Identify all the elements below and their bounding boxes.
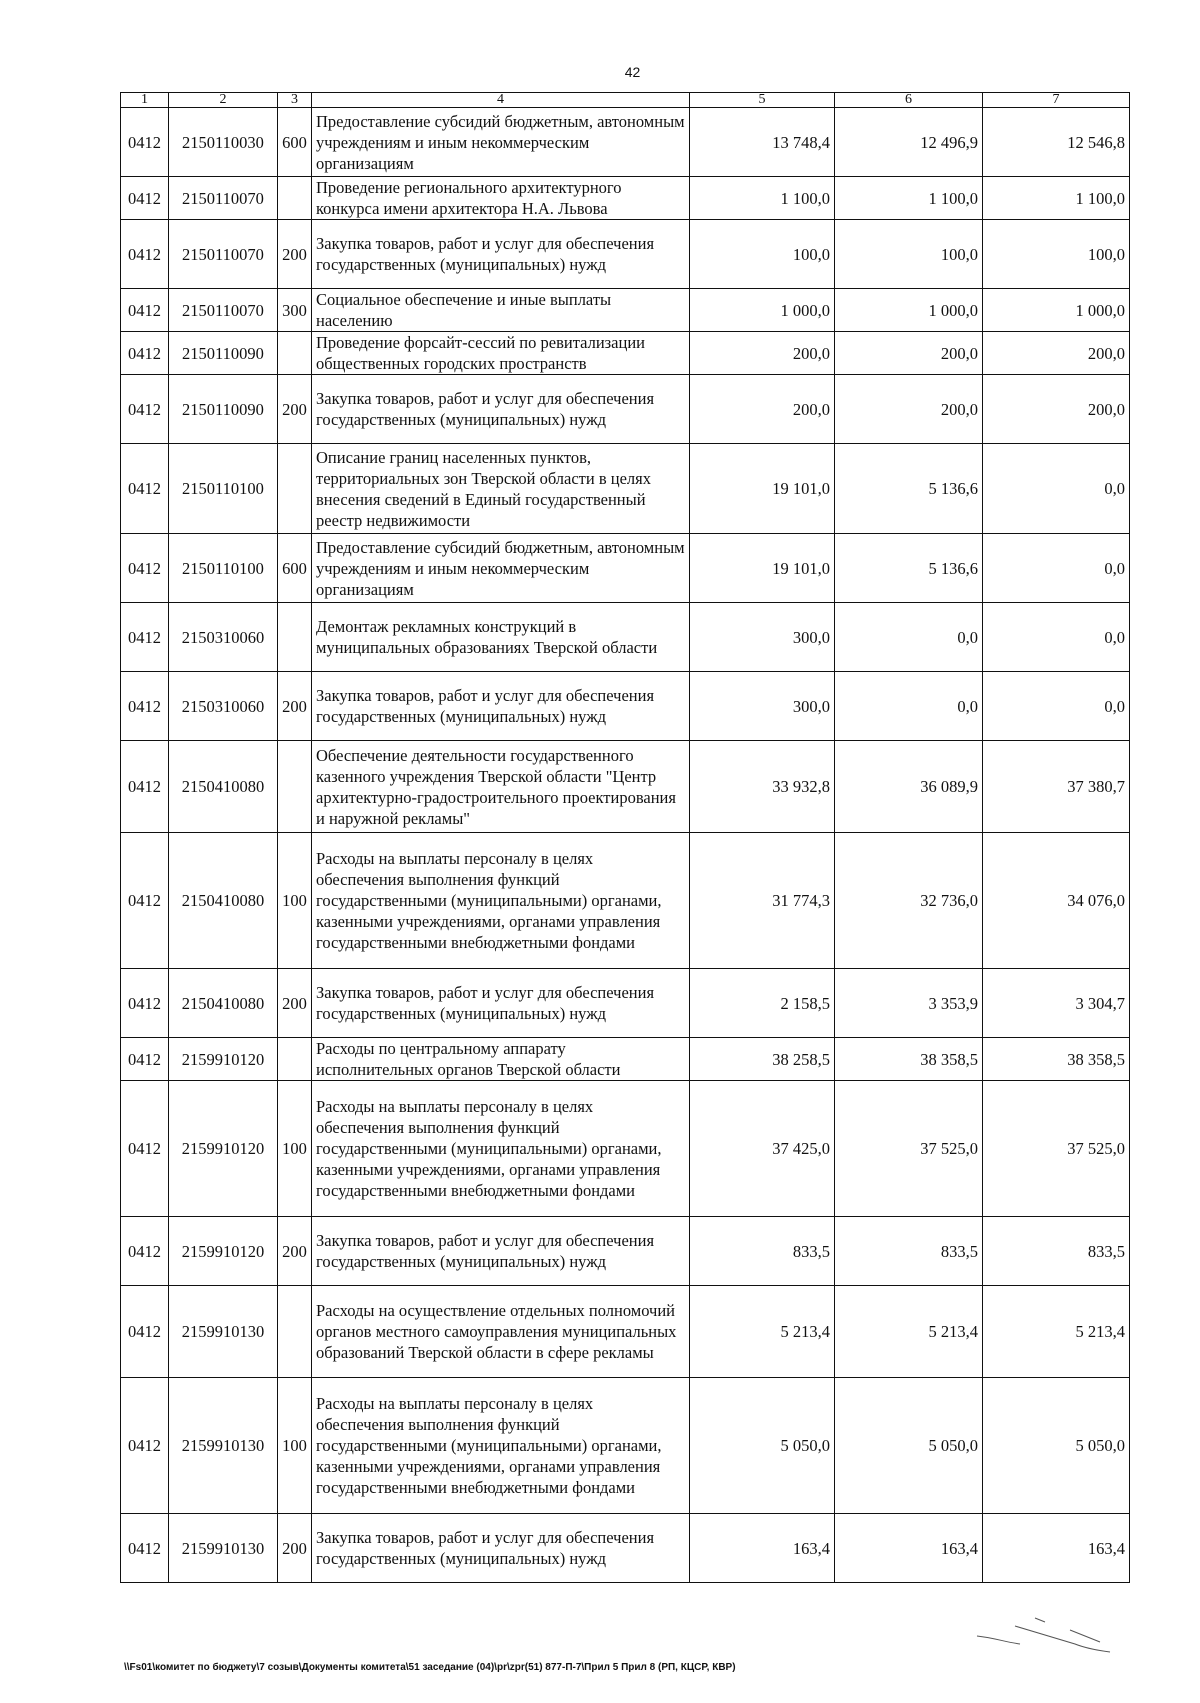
table-row <box>121 1286 1130 1378</box>
item-name-cell: Проведение форсайт-сессий по ревитализации общественных городских пространств <box>312 332 690 375</box>
amount-year3-cell: 0,0 <box>983 672 1130 741</box>
item-name-cell: Проведение регионального архитектурного конкурса имени архитектора Н.А. Львова <box>312 177 690 220</box>
amount-year1-cell: 5 050,0 <box>690 1378 835 1514</box>
item-name-cell: Расходы на выплаты персоналу в целях обеспечения выполнения функций государственными (муниципальными) органами, казенными учреждениями, органами управления государственными внебюджетными фондами <box>312 833 690 969</box>
expense-type-cell: 200 <box>278 375 312 444</box>
amount-year1-cell: 37 425,0 <box>690 1081 835 1217</box>
amount-year2-cell: 5 136,6 <box>835 444 983 534</box>
table-body <box>121 93 1130 1583</box>
expense-type-cell: 100 <box>278 1378 312 1514</box>
amount-year3-cell: 200,0 <box>983 332 1130 375</box>
expense-type-cell: 100 <box>278 1081 312 1217</box>
amount-year1-cell: 1 100,0 <box>690 177 835 220</box>
target-article-cell: 2159910120 <box>169 1217 278 1286</box>
expense-type-cell: 600 <box>278 108 312 177</box>
item-name-cell: Расходы на осуществление отдельных полномочий органов местного самоуправления муниципальных образований Тверской области в сфере рекламы <box>312 1286 690 1378</box>
table-row <box>121 1378 1130 1514</box>
section-code-cell: 0412 <box>121 289 169 332</box>
amount-year1-cell: 19 101,0 <box>690 444 835 534</box>
amount-year3-cell: 1 000,0 <box>983 289 1130 332</box>
budget-table <box>120 92 1130 1583</box>
target-article-cell: 2150410080 <box>169 969 278 1038</box>
amount-year1-cell: 1 000,0 <box>690 289 835 332</box>
item-name-cell: Предоставление субсидий бюджетным, автономным учреждениям и иным некоммерческим организациям <box>312 534 690 603</box>
section-code-cell: 0412 <box>121 332 169 375</box>
amount-year1-cell: 300,0 <box>690 603 835 672</box>
section-code-cell: 0412 <box>121 833 169 969</box>
table-row <box>121 177 1130 220</box>
file-path-footer: \\Fs01\комитет по бюджету\7 созыв\Документы комитета\51 заседание (04)\pr\zpr(51) 877-П-7\Прил 5 Прил 8 (РП, КЦСР, КВР) <box>124 1662 736 1673</box>
expense-type-cell: 200 <box>278 969 312 1038</box>
amount-year3-cell: 0,0 <box>983 603 1130 672</box>
item-name-cell: Предоставление субсидий бюджетным, автономным учреждениям и иным некоммерческим организациям <box>312 108 690 177</box>
amount-year2-cell: 5 213,4 <box>835 1286 983 1378</box>
amount-year2-cell: 200,0 <box>835 332 983 375</box>
amount-year3-cell: 5 213,4 <box>983 1286 1130 1378</box>
amount-year2-cell: 833,5 <box>835 1217 983 1286</box>
amount-year2-cell: 12 496,9 <box>835 108 983 177</box>
page-number: 42 <box>624 64 641 80</box>
amount-year1-cell: 200,0 <box>690 332 835 375</box>
amount-year1-cell: 163,4 <box>690 1514 835 1583</box>
amount-year2-cell: 36 089,9 <box>835 741 983 833</box>
amount-year1-cell: 19 101,0 <box>690 534 835 603</box>
item-name-cell: Социальное обеспечение и иные выплаты населению <box>312 289 690 332</box>
amount-year2-cell: 1 100,0 <box>835 177 983 220</box>
target-article-cell: 2159910130 <box>169 1378 278 1514</box>
amount-year3-cell: 833,5 <box>983 1217 1130 1286</box>
section-code-cell: 0412 <box>121 741 169 833</box>
item-name-cell: Закупка товаров, работ и услуг для обеспечения государственных (муниципальных) нужд <box>312 672 690 741</box>
signature-mark <box>975 1608 1125 1663</box>
amount-year2-cell: 37 525,0 <box>835 1081 983 1217</box>
amount-year3-cell: 38 358,5 <box>983 1038 1130 1081</box>
expense-type-cell: 300 <box>278 289 312 332</box>
section-code-cell: 0412 <box>121 1081 169 1217</box>
column-header: 6 <box>835 93 983 108</box>
amount-year3-cell: 100,0 <box>983 220 1130 289</box>
amount-year2-cell: 200,0 <box>835 375 983 444</box>
section-code-cell: 0412 <box>121 1038 169 1081</box>
expense-type-cell <box>278 444 312 534</box>
table-row <box>121 444 1130 534</box>
amount-year2-cell: 100,0 <box>835 220 983 289</box>
table-row <box>121 603 1130 672</box>
table-row <box>121 672 1130 741</box>
column-header: 1 <box>121 93 169 108</box>
item-name-cell: Расходы по центральному аппарату исполнительных органов Тверской области <box>312 1038 690 1081</box>
expense-type-cell: 200 <box>278 220 312 289</box>
target-article-cell: 2159910130 <box>169 1514 278 1583</box>
amount-year3-cell: 200,0 <box>983 375 1130 444</box>
section-code-cell: 0412 <box>121 220 169 289</box>
amount-year1-cell: 833,5 <box>690 1217 835 1286</box>
amount-year3-cell: 5 050,0 <box>983 1378 1130 1514</box>
item-name-cell: Закупка товаров, работ и услуг для обеспечения государственных (муниципальных) нужд <box>312 1217 690 1286</box>
amount-year2-cell: 38 358,5 <box>835 1038 983 1081</box>
amount-year1-cell: 33 932,8 <box>690 741 835 833</box>
table-row <box>121 534 1130 603</box>
section-code-cell: 0412 <box>121 108 169 177</box>
amount-year3-cell: 1 100,0 <box>983 177 1130 220</box>
expense-type-cell <box>278 741 312 833</box>
section-code-cell: 0412 <box>121 603 169 672</box>
item-name-cell: Закупка товаров, работ и услуг для обеспечения государственных (муниципальных) нужд <box>312 969 690 1038</box>
amount-year3-cell: 34 076,0 <box>983 833 1130 969</box>
amount-year2-cell: 163,4 <box>835 1514 983 1583</box>
target-article-cell: 2150110070 <box>169 220 278 289</box>
section-code-cell: 0412 <box>121 969 169 1038</box>
table-row <box>121 332 1130 375</box>
target-article-cell: 2159910120 <box>169 1081 278 1217</box>
item-name-cell: Расходы на выплаты персоналу в целях обеспечения выполнения функций государственными (муниципальными) органами, казенными учреждениями, органами управления государственными внебюджетными фондами <box>312 1081 690 1217</box>
target-article-cell: 2150410080 <box>169 833 278 969</box>
amount-year2-cell: 0,0 <box>835 672 983 741</box>
table-header-row <box>121 93 1130 108</box>
section-code-cell: 0412 <box>121 444 169 534</box>
item-name-cell: Закупка товаров, работ и услуг для обеспечения государственных (муниципальных) нужд <box>312 220 690 289</box>
expense-type-cell <box>278 1038 312 1081</box>
amount-year3-cell: 3 304,7 <box>983 969 1130 1038</box>
target-article-cell: 2150310060 <box>169 672 278 741</box>
amount-year2-cell: 1 000,0 <box>835 289 983 332</box>
table-row <box>121 220 1130 289</box>
expense-type-cell: 200 <box>278 1217 312 1286</box>
amount-year2-cell: 5 136,6 <box>835 534 983 603</box>
target-article-cell: 2150110070 <box>169 177 278 220</box>
amount-year1-cell: 13 748,4 <box>690 108 835 177</box>
expense-type-cell: 200 <box>278 1514 312 1583</box>
target-article-cell: 2150110100 <box>169 534 278 603</box>
amount-year3-cell: 37 525,0 <box>983 1081 1130 1217</box>
table-row <box>121 969 1130 1038</box>
target-article-cell: 2150110030 <box>169 108 278 177</box>
table-row <box>121 1038 1130 1081</box>
amount-year3-cell: 37 380,7 <box>983 741 1130 833</box>
item-name-cell: Обеспечение деятельности государственного казенного учреждения Тверской области "Центр архитектурно-градостроительного проектирования и наружной рекламы" <box>312 741 690 833</box>
amount-year2-cell: 32 736,0 <box>835 833 983 969</box>
table-row <box>121 375 1130 444</box>
target-article-cell: 2150410080 <box>169 741 278 833</box>
column-header: 3 <box>278 93 312 108</box>
amount-year2-cell: 3 353,9 <box>835 969 983 1038</box>
target-article-cell: 2150310060 <box>169 603 278 672</box>
amount-year1-cell: 100,0 <box>690 220 835 289</box>
expense-type-cell: 600 <box>278 534 312 603</box>
table-row <box>121 833 1130 969</box>
item-name-cell: Закупка товаров, работ и услуг для обеспечения государственных (муниципальных) нужд <box>312 375 690 444</box>
expense-type-cell <box>278 332 312 375</box>
expense-type-cell <box>278 177 312 220</box>
section-code-cell: 0412 <box>121 177 169 220</box>
table-row <box>121 741 1130 833</box>
item-name-cell: Описание границ населенных пунктов, территориальных зон Тверской области в целях внесения сведений в Единый государственный реестр недвижимости <box>312 444 690 534</box>
amount-year1-cell: 38 258,5 <box>690 1038 835 1081</box>
amount-year3-cell: 0,0 <box>983 534 1130 603</box>
target-article-cell: 2159910120 <box>169 1038 278 1081</box>
expense-type-cell <box>278 603 312 672</box>
amount-year1-cell: 200,0 <box>690 375 835 444</box>
section-code-cell: 0412 <box>121 375 169 444</box>
item-name-cell: Демонтаж рекламных конструкций в муниципальных образованиях Тверской области <box>312 603 690 672</box>
target-article-cell: 2159910130 <box>169 1286 278 1378</box>
section-code-cell: 0412 <box>121 1286 169 1378</box>
amount-year3-cell: 12 546,8 <box>983 108 1130 177</box>
section-code-cell: 0412 <box>121 1514 169 1583</box>
amount-year2-cell: 0,0 <box>835 603 983 672</box>
section-code-cell: 0412 <box>121 534 169 603</box>
target-article-cell: 2150110100 <box>169 444 278 534</box>
table-row <box>121 289 1130 332</box>
column-header: 2 <box>169 93 278 108</box>
amount-year3-cell: 163,4 <box>983 1514 1130 1583</box>
section-code-cell: 0412 <box>121 1217 169 1286</box>
section-code-cell: 0412 <box>121 672 169 741</box>
amount-year3-cell: 0,0 <box>983 444 1130 534</box>
column-header: 7 <box>983 93 1130 108</box>
amount-year1-cell: 300,0 <box>690 672 835 741</box>
expense-type-cell: 200 <box>278 672 312 741</box>
item-name-cell: Расходы на выплаты персоналу в целях обеспечения выполнения функций государственными (муниципальными) органами, казенными учреждениями, органами управления государственными внебюджетными фондами <box>312 1378 690 1514</box>
expense-type-cell: 100 <box>278 833 312 969</box>
amount-year1-cell: 31 774,3 <box>690 833 835 969</box>
column-header: 5 <box>690 93 835 108</box>
amount-year1-cell: 2 158,5 <box>690 969 835 1038</box>
target-article-cell: 2150110090 <box>169 375 278 444</box>
column-header: 4 <box>312 93 690 108</box>
item-name-cell: Закупка товаров, работ и услуг для обеспечения государственных (муниципальных) нужд <box>312 1514 690 1583</box>
table-row <box>121 1514 1130 1583</box>
amount-year2-cell: 5 050,0 <box>835 1378 983 1514</box>
expense-type-cell <box>278 1286 312 1378</box>
table-row <box>121 1081 1130 1217</box>
target-article-cell: 2150110090 <box>169 332 278 375</box>
table-row <box>121 108 1130 177</box>
amount-year1-cell: 5 213,4 <box>690 1286 835 1378</box>
section-code-cell: 0412 <box>121 1378 169 1514</box>
table-row <box>121 1217 1130 1286</box>
target-article-cell: 2150110070 <box>169 289 278 332</box>
